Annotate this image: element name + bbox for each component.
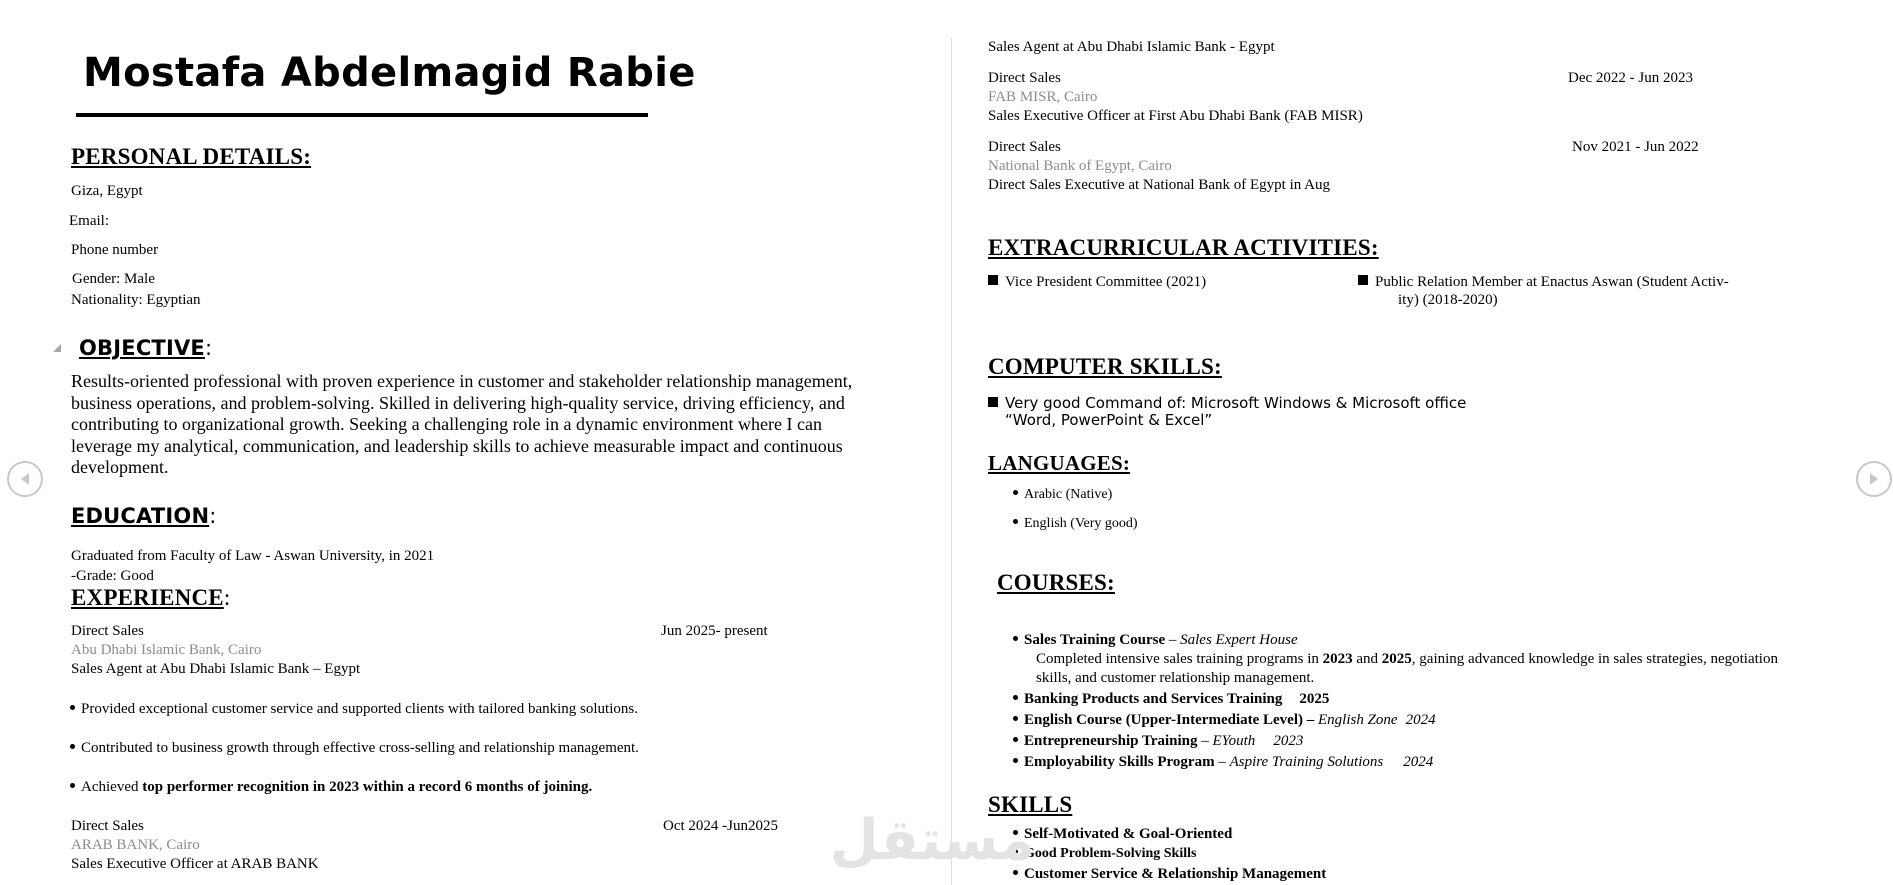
name-underline xyxy=(76,113,648,117)
extracurricular-item xyxy=(988,274,1206,291)
job2-dates: Oct 2024 -Jun2025 xyxy=(663,818,778,834)
language-text: Arabic (Native) xyxy=(1024,487,1113,502)
bullet-icon xyxy=(1013,695,1018,700)
skill-item xyxy=(1013,826,1232,843)
bullet-bold-text: top performer recognition in 2023 within a record 6 months of joining. xyxy=(142,779,593,795)
skill-item xyxy=(1013,846,1196,862)
job4-company: National Bank of Egypt, Cairo xyxy=(988,158,1172,174)
education-heading: EDUCATION xyxy=(71,504,210,528)
personal-phone: Phone number xyxy=(71,242,159,258)
job4-dates: Nov 2021 - Jun 2022 xyxy=(1572,139,1699,155)
experience-bullet xyxy=(70,779,592,796)
bullet-icon xyxy=(1013,737,1018,742)
job1-title: Sales Agent at Abu Dhabi Islamic Bank – Egypt xyxy=(71,661,361,677)
job1-title-continued: Sales Agent at Abu Dhabi Islamic Bank - Egypt xyxy=(988,39,1275,55)
course-name: English Course (Upper-Intermediate Level) – xyxy=(1024,712,1315,728)
objective-heading: OBJECTIVE xyxy=(79,336,205,360)
personal-location: Giza, Egypt xyxy=(71,183,143,199)
computer-skill-item xyxy=(988,394,1466,412)
language-item xyxy=(1013,487,1112,503)
education-grade: -Grade: Good xyxy=(71,568,154,584)
job2-company: ARAB BANK, Cairo xyxy=(71,837,200,853)
extracurricular-text: Public Relation Member at Enactus Aswan (Student Activ- xyxy=(1375,274,1729,290)
job3-company: FAB MISR, Cairo xyxy=(988,89,1098,105)
language-item xyxy=(1013,516,1138,532)
course-item xyxy=(1013,691,1329,708)
personal-email: Email: xyxy=(69,213,109,229)
course-provider: English Zone xyxy=(1318,712,1398,728)
objective-heading-row xyxy=(79,336,212,360)
job2-role: Direct Sales xyxy=(71,818,144,834)
personal-gender: Gender: Male xyxy=(72,271,155,287)
course-separator: – xyxy=(1197,733,1213,749)
experience-bullet xyxy=(70,701,638,718)
course-item xyxy=(1013,712,1436,729)
bullet-icon xyxy=(70,783,75,788)
bullet-icon xyxy=(1013,490,1018,495)
course-provider: Aspire Training Solutions xyxy=(1229,754,1384,770)
computer-skill-text-wrap: “Word, PowerPoint & Excel” xyxy=(1005,411,1213,429)
previous-page-button[interactable] xyxy=(7,461,43,497)
bullet-icon xyxy=(1013,636,1018,641)
courses-heading: COURSES: xyxy=(997,570,1115,595)
computer-skills-heading: COMPUTER SKILLS: xyxy=(988,354,1222,379)
objective-line: contributing to organizational growth. Seeking a challenging role in a dynamic environment where I can xyxy=(71,414,822,435)
course-desc-text: , gaining advanced knowledge in sales strategies, negotiation xyxy=(1411,651,1778,667)
bullet-icon xyxy=(1013,519,1018,524)
course-description xyxy=(1036,651,1778,668)
chevron-right-icon xyxy=(1868,472,1880,486)
course-separator: – xyxy=(1165,632,1181,648)
extracurricular-text-wrap: ity) (2018-2020) xyxy=(1398,292,1498,308)
language-text: English (Very good) xyxy=(1024,516,1138,531)
course-description-wrap: skills, and customer relationship management. xyxy=(1036,670,1315,686)
candidate-name: Mostafa Abdelmagid Rabie xyxy=(83,50,696,96)
course-provider: EYouth xyxy=(1212,733,1256,749)
watermark-logo: مستقل xyxy=(830,808,1035,873)
experience-colon: : xyxy=(223,585,231,610)
extracurricular-text: Vice President Committee (2021) xyxy=(1005,274,1207,290)
course-year: 2025 xyxy=(1299,691,1330,707)
objective-line: Results-oriented professional with proven experience in customer and stakeholder relationship management, xyxy=(71,371,853,391)
job1-company: Abu Dhabi Islamic Bank, Cairo xyxy=(71,642,262,658)
bullet-text: Achieved xyxy=(81,779,143,795)
course-desc-year: 2023 xyxy=(1322,651,1353,667)
course-provider: Sales Expert House xyxy=(1180,632,1298,648)
education-degree: Graduated from Faculty of Law - Aswan University, in 2021 xyxy=(71,548,435,564)
personal-nationality: Nationality: Egyptian xyxy=(71,292,201,308)
skill-text: Customer Service & Relationship Management xyxy=(1024,866,1327,882)
education-heading-row xyxy=(71,504,217,528)
square-bullet-icon xyxy=(1358,275,1368,285)
course-item xyxy=(1013,754,1433,771)
course-name: Sales Training Course xyxy=(1024,632,1166,648)
course-year: 2023 xyxy=(1273,733,1304,749)
objective-line: business operations, and problem-solving. Skilled in delivering high-quality service, driving efficiency, and xyxy=(71,392,845,413)
skills-heading: SKILLS xyxy=(988,792,1073,817)
square-bullet-icon xyxy=(988,275,998,285)
job3-dates: Dec 2022 - Jun 2023 xyxy=(1568,70,1693,86)
course-desc-text: Completed intensive sales training programs in xyxy=(1036,651,1323,667)
skill-item xyxy=(1013,866,1326,883)
course-desc-text: and xyxy=(1352,651,1382,667)
course-item xyxy=(1013,632,1298,649)
course-year: 2024 xyxy=(1405,712,1436,728)
job2-title: Sales Executive Officer at ARAB BANK xyxy=(71,856,319,872)
job4-title: Direct Sales Executive at National Bank of Egypt in Aug xyxy=(988,177,1330,193)
chevron-left-icon xyxy=(19,472,31,486)
objective-line: leverage my analytical, communication, and leadership skills to achieve measurable impact and continuous xyxy=(71,435,843,456)
job3-title: Sales Executive Officer at First Abu Dhabi Bank (FAB MISR) xyxy=(988,108,1363,124)
job1-dates: Jun 2025- present xyxy=(661,623,768,639)
experience-bullet xyxy=(70,740,639,757)
course-name: Banking Products and Services Training xyxy=(1024,691,1283,707)
next-page-button[interactable] xyxy=(1856,461,1892,497)
collapse-triangle-icon[interactable] xyxy=(53,344,61,352)
languages-heading: LANGUAGES: xyxy=(988,451,1131,475)
course-desc-year: 2025 xyxy=(1381,651,1412,667)
bullet-icon xyxy=(70,744,75,749)
job4-role: Direct Sales xyxy=(988,139,1061,155)
course-year: 2024 xyxy=(1403,754,1434,770)
course-item xyxy=(1013,733,1303,750)
bullet-text: Contributed to business growth through effective cross-selling and relationship management. xyxy=(81,740,639,756)
job1-role: Direct Sales xyxy=(71,623,144,639)
personal-heading: PERSONAL DETAILS: xyxy=(71,144,312,169)
objective-line: development. xyxy=(71,457,169,478)
computer-skill-text: Very good Command of: Microsoft Windows & Microsoft office xyxy=(1005,394,1467,412)
bullet-icon xyxy=(1013,716,1018,721)
education-colon: : xyxy=(209,504,217,528)
bullet-text: Provided exceptional customer service and supported clients with tailored banking solutions. xyxy=(81,701,638,717)
right-page xyxy=(951,0,1893,885)
experience-heading-row xyxy=(71,585,230,611)
extracurricular-item xyxy=(1358,274,1729,291)
bullet-icon xyxy=(1013,758,1018,763)
square-bullet-icon xyxy=(988,397,998,407)
course-name: Employability Skills Program xyxy=(1024,754,1215,770)
job3-role: Direct Sales xyxy=(988,70,1061,86)
experience-heading: EXPERIENCE xyxy=(71,585,224,610)
bullet-icon xyxy=(70,705,75,710)
extracurricular-heading: EXTRACURRICULAR ACTIVITIES: xyxy=(988,235,1379,260)
objective-colon: : xyxy=(204,336,213,360)
skill-text: Self-Motivated & Goal-Oriented xyxy=(1024,826,1233,842)
course-separator: – xyxy=(1214,754,1230,770)
objective-text xyxy=(71,371,891,479)
course-name: Entrepreneurship Training xyxy=(1024,733,1198,749)
skill-text: Good Problem-Solving Skills xyxy=(1024,846,1197,861)
